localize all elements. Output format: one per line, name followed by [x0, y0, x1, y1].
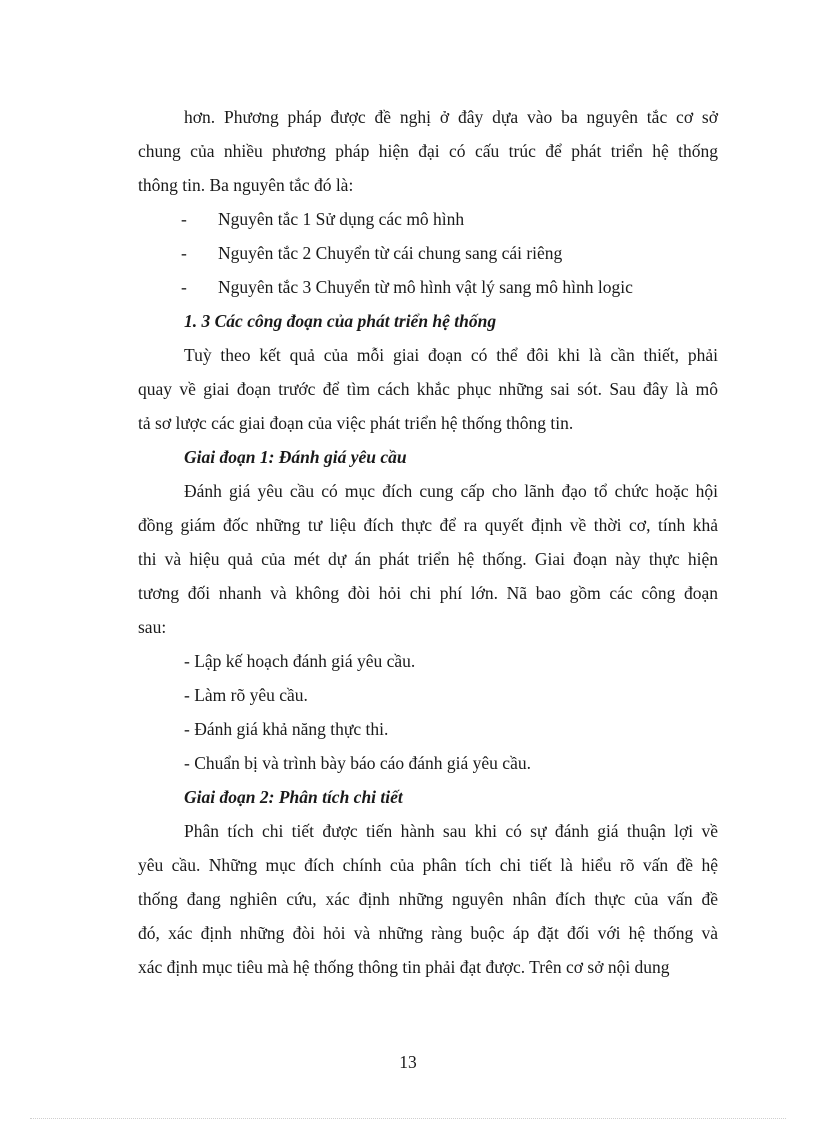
stage-heading: Giai đoạn 2: Phân tích chi tiết [184, 787, 403, 807]
paragraph-line: sau: [138, 617, 167, 637]
step-item: - Chuẩn bị và trình bày báo cáo đánh giá yêu cầu. [184, 753, 531, 773]
list-item [138, 270, 718, 304]
paragraph-line: Phân tích chi tiết được tiến hành sau khi có sự đánh giá thuận lợi về [184, 821, 718, 841]
list-item [138, 236, 718, 270]
paragraph-line: đồng giám đốc những tư liệu đích thực để ra quyết định về thời cơ, tính khả [138, 515, 718, 535]
page-body [138, 100, 718, 984]
paragraph-line: hơn. Phương pháp được đề nghị ở đây dựa vào ba nguyên tắc cơ sở [184, 107, 718, 127]
paragraph-line: đó, xác định những đòi hỏi và những ràng buộc áp đặt đối với hệ thống và [138, 923, 718, 943]
step-item: - Đánh giá khả năng thực thi. [184, 719, 389, 739]
paragraph-line: yêu cầu. Những mục đích chính của phân tích chi tiết là hiểu rõ vấn đề hệ [138, 855, 718, 875]
bullet-marker: - [181, 243, 187, 263]
paragraph-line: chung của nhiều phương pháp hiện đại có cấu trúc để phát triển hệ thống [138, 141, 718, 161]
list-item-text: Nguyên tắc 2 Chuyển từ cái chung sang cái riêng [218, 243, 563, 263]
paragraph-line: tả sơ lược các giai đoạn của việc phát triển hệ thống thông tin. [138, 413, 574, 433]
list-item [138, 202, 718, 236]
bullet-marker: - [181, 209, 187, 229]
paragraph-line: Đánh giá yêu cầu có mục đích cung cấp cho lãnh đạo tổ chức hoặc hội [184, 481, 718, 501]
paragraph-line: thi và hiệu quả của mét dự án phát triển hệ thống. Giai đoạn này thực hiện [138, 549, 718, 569]
step-item: - Lập kế hoạch đánh giá yêu cầu. [184, 651, 416, 671]
list-item-text: Nguyên tắc 1 Sử dụng các mô hình [218, 209, 465, 229]
bullet-marker: - [181, 277, 187, 297]
stage-heading: Giai đoạn 1: Đánh giá yêu cầu [184, 447, 407, 467]
section-heading: 1. 3 Các công đoạn của phát triển hệ thống [184, 311, 497, 331]
paragraph-line: thống đang nghiên cứu, xác định những nguyên nhân đích thực của vấn đề [138, 889, 718, 909]
page-divider [30, 1118, 786, 1119]
page-number: 13 [399, 1052, 417, 1072]
paragraph-line: xác định mục tiêu mà hệ thống thông tin phải đạt được. Trên cơ sở nội dung [138, 957, 670, 977]
paragraph-line: Tuỳ theo kết quả của mỗi giai đoạn có thể đôi khi là cần thiết, phải [184, 345, 718, 365]
list-item-text: Nguyên tắc 3 Chuyển từ mô hình vật lý sang mô hình logic [218, 277, 633, 297]
paragraph-line: tương đối nhanh và không đòi hỏi chi phí lớn. Nã bao gồm các công đoạn [138, 583, 718, 603]
step-item: - Làm rõ yêu cầu. [184, 685, 308, 705]
paragraph-line: thông tin. Ba nguyên tắc đó là: [138, 175, 354, 195]
paragraph-line: quay về giai đoạn trước để tìm cách khắc phục những sai sót. Sau đây là mô [138, 379, 718, 399]
